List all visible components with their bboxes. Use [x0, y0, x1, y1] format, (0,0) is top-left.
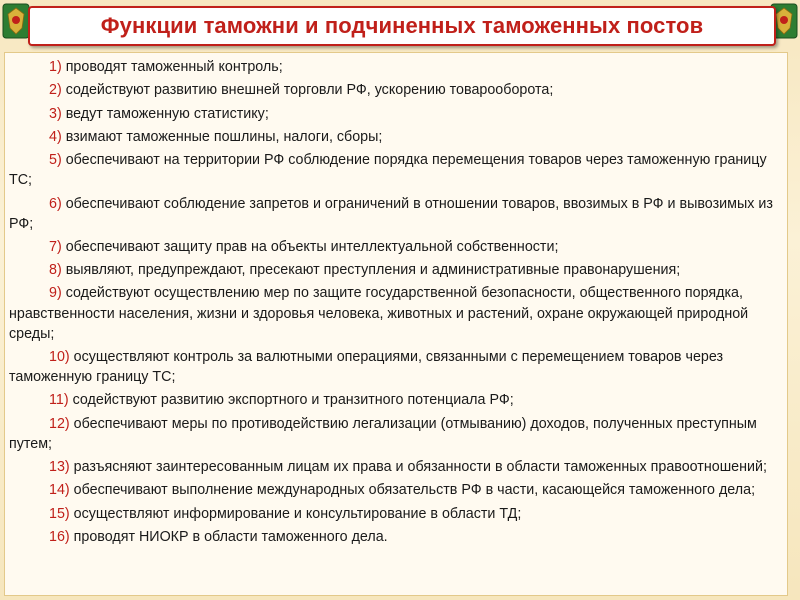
- function-number: 12): [49, 415, 70, 432]
- function-text: осуществляют контроль за валютными операциями, связанными с перемещением товаров через таможенную границу ТС;: [9, 348, 724, 385]
- function-text: обеспечивают защиту прав на объекты интеллектуальной собственности;: [61, 238, 559, 255]
- function-item: [9, 414, 783, 454]
- functions-list: [5, 53, 787, 547]
- function-text: проводят НИОКР в области таможенного дела.: [69, 528, 388, 545]
- function-text: проводят таможенный контроль;: [61, 59, 283, 75]
- function-text: содействуют развитию экспортного и транзитного потенциала РФ;: [68, 392, 514, 409]
- function-item: [9, 80, 783, 100]
- function-number: 2): [49, 82, 62, 99]
- function-number: 11): [49, 392, 69, 409]
- function-text: ведут таможенную статистику;: [61, 105, 269, 122]
- function-item: [9, 527, 783, 547]
- function-text: осуществляют информирование и консультирование в области ТД;: [69, 505, 522, 522]
- function-item: [9, 104, 783, 124]
- function-item: [9, 347, 783, 387]
- function-item: [9, 57, 783, 77]
- function-item: [9, 237, 783, 257]
- customs-emblem-icon: [2, 2, 30, 40]
- function-number: 14): [49, 482, 70, 499]
- function-item: [9, 260, 783, 280]
- function-item: [9, 457, 783, 477]
- function-text: обеспечивают выполнение международных обязательств РФ в части, касающейся таможенного дела;: [69, 482, 756, 499]
- function-text: обеспечивают на территории РФ соблюдение порядка перемещения товаров через таможенную границу ТС;: [9, 152, 767, 189]
- function-number: 8): [49, 262, 62, 279]
- function-item: [9, 480, 783, 500]
- functions-panel: [4, 52, 788, 596]
- function-text: разъясняют заинтересованным лицам их права и обязанности в области таможенных правоотношений;: [69, 458, 767, 475]
- function-item: [9, 150, 783, 190]
- function-number: 7): [49, 238, 62, 255]
- function-number: 5): [49, 152, 62, 169]
- function-item: [9, 283, 783, 343]
- function-number: 13): [49, 458, 70, 475]
- function-number: 10): [49, 348, 70, 365]
- title-banner: [28, 6, 776, 46]
- function-number: 4): [49, 128, 62, 145]
- function-text: содействуют развитию внешней торговли РФ, ускорению товарооборота;: [61, 82, 554, 99]
- function-item: [9, 390, 783, 410]
- function-number: 6): [49, 195, 62, 212]
- page-title: Функции таможни и подчиненных таможенных постов: [100, 13, 704, 38]
- function-number: 9): [49, 285, 62, 302]
- function-item: [9, 504, 783, 524]
- function-item: [9, 127, 783, 147]
- function-item: [9, 194, 783, 234]
- function-text: обеспечивают меры по противодействию легализации (отмыванию) доходов, полученных преступным путем;: [9, 415, 757, 452]
- function-number: 15): [49, 505, 70, 522]
- function-text: выявляют, предупреждают, пресекают преступления и административные правонарушения;: [61, 262, 681, 279]
- function-text: взимают таможенные пошлины, налоги, сборы;: [61, 128, 383, 145]
- function-text: обеспечивают соблюдение запретов и ограничений в отношении товаров, ввозимых в РФ и вывозимых из РФ;: [9, 195, 773, 232]
- function-number: 3): [49, 105, 62, 122]
- function-number: 16): [49, 528, 70, 545]
- function-number: 1): [49, 59, 62, 75]
- function-text: содействуют осуществлению мер по защите государственной безопасности, общественного порядка, нравственности населения, жизни и здоровья человека, животных и растений, охране окружающей природной среды;: [9, 285, 749, 342]
